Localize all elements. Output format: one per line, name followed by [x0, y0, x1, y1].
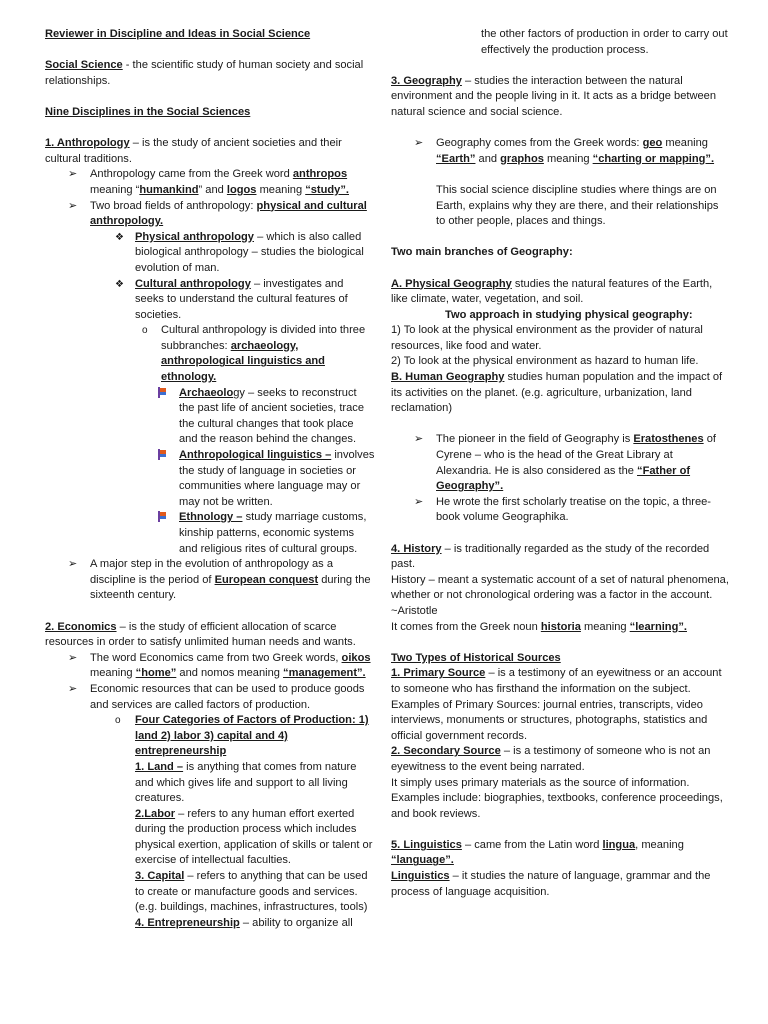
nine-disciplines-heading: Nine Disciplines in the Social Sciences	[45, 105, 251, 118]
approach-heading: Two approach in studying physical geography:	[445, 308, 693, 321]
list-item: ➢ Anthropology came from the Greek word anthropos meaning “humankind” and logos meaning “study”.	[68, 168, 349, 196]
arrow-bullet-icon: ➢	[414, 495, 424, 508]
diamond-bullet-icon: ❖	[115, 231, 124, 243]
list-item: ➢ Geography comes from the Greek words: geo meaning “Earth” and graphos meaning “charting or mapping”.	[414, 137, 715, 165]
approach-two: 2) To look at the physical environment as hazard to human life.	[391, 355, 699, 368]
list-item: ➢ Two broad fields of anthropology: physical and cultural anthropology.	[68, 199, 367, 228]
flag-bullet-icon	[157, 510, 166, 527]
flag-bullet-icon	[157, 386, 166, 403]
right-column	[391, 27, 729, 900]
arrow-bullet-icon: ➢	[68, 651, 78, 664]
geography-definition: 3. Geography – studies the interaction between the natural environment and the people living in it. It acts as a bridge between natural science and social science.	[391, 74, 717, 118]
linguistics-description: Linguistics – it studies the nature of language, grammar and the process of language acquisition.	[391, 870, 711, 898]
arrow-bullet-icon: ➢	[414, 137, 424, 150]
list-item: ➢ Economic resources that can be used to produce goods and services are called factors of production.	[68, 682, 365, 711]
list-item: o Four Categories of Factors of Production: 1) land 2) labor 3) capital and 4) entrepreneurship	[115, 714, 369, 758]
arrow-bullet-icon: ➢	[68, 168, 78, 181]
factor-land: 1. Land – is anything that comes from nature and which gives life and support to all living creatures.	[135, 760, 357, 805]
factor-capital: 3. Capital – refers to anything that can be used to create or manufacture goods and services. (e.g. buildings, machines, infrastructures, tools)	[135, 870, 368, 914]
human-geography: B. Human Geography studies human population and the impact of its activities on the planet. (e.g. agriculture, urbanization, land reclamation)	[391, 371, 723, 415]
diamond-bullet-icon: ❖	[115, 278, 124, 290]
secondary-source-examples: It simply uses primary materials as the source of information. Examples include: biographies, textbooks, conference proceedings, and book reviews.	[391, 776, 723, 820]
list-item: ➢ The word Economics came from two Greek words, oikos meaning “home” and nomos meaning “management”.	[68, 651, 371, 680]
social-science-definition: Social Science - the scientific study of human society and social relationships.	[45, 59, 364, 87]
entrepreneurship-continued: the other factors of production in order to carry out effectively the production process.	[481, 28, 728, 56]
physical-geography: A. Physical Geography studies the natural features of the Earth, like climate, water, vegetation, and soil.	[391, 277, 713, 306]
primary-source: 1. Primary Source – is a testimony of an eyewitness or an account to someone who has firsthand the information on the subject.	[391, 667, 722, 695]
geography-branches-heading: Two main branches of Geography:	[391, 246, 573, 259]
factor-entrepreneurship: 4. Entrepreneurship – ability to organize all	[135, 916, 353, 929]
arrow-bullet-icon: ➢	[68, 558, 78, 571]
secondary-source: 2. Secondary Source – is a testimony of someone who is not an eyewitness to the event being narrated.	[391, 745, 711, 773]
list-item: ➢ A major step in the evolution of anthropology as a discipline is the period of European conquest during the sixteenth century.	[68, 558, 371, 602]
economics-definition: 2. Economics – is the study of efficient allocation of scarce resources in order to satisfy unlimited human needs and wants.	[45, 620, 356, 649]
list-item: ❖ Cultural anthropology – investigates and seeks to understand the cultural features of societies.	[115, 277, 348, 321]
history-origin: It comes from the Greek noun historia meaning “learning”.	[391, 620, 687, 633]
list-item: ❖ Physical anthropology – which is also called biological anthropology – studies the biological evolution of man.	[115, 230, 364, 274]
list-item: o Cultural anthropology is divided into three subbranches: archaeology, anthropological linguistics and ethnology.	[142, 324, 366, 384]
list-item: ➢ He wrote the first scholarly treatise on the topic, a three-book volume Geographika.	[414, 495, 712, 524]
history-aristotle-quote: History – meant a systematic account of a set of natural phenomena, whether or not chronological ordering was a factor in the account.	[391, 573, 729, 602]
history-definition: 4. History – is traditionally regarded as the study of the recorded past.	[391, 542, 710, 571]
list-item: Ethnology – study marriage customs, kinship patterns, economic systems and religious rites of cultural groups.	[45, 510, 375, 557]
linguistics-definition: 5. Linguistics – came from the Latin word lingua, meaning “language”.	[391, 838, 684, 867]
factor-labor: 2.Labor – refers to any human effort exerted during the production process which includes physical exertion, application of skills or talent or exercise of intellectual faculties.	[135, 807, 373, 867]
circle-bullet-icon: o	[115, 715, 121, 727]
document-title: Reviewer in Discipline and Ideas in Social Science	[45, 28, 311, 40]
primary-source-examples: Examples of Primary Sources: journal entries, transcripts, video interviews, monuments or structures, photographs, statistics and official government records.	[391, 698, 708, 742]
left-column	[45, 27, 375, 931]
list-item: Archaeology – seeks to reconstruct the past life of ancient societies, trace the cultural changes that took place and the reason behind the changes.	[45, 386, 375, 448]
geography-paragraph: This social science discipline studies where things are on Earth, explains why they are there, and their relationships to other people, places and things.	[436, 183, 719, 228]
arrow-bullet-icon: ➢	[414, 433, 424, 446]
arrow-bullet-icon: ➢	[68, 682, 78, 695]
list-item: ➢ The pioneer in the field of Geography is Eratosthenes of Cyrene – who is the head of the Great Library at Alexandria. He is also considered as the “Father of Geography”.	[414, 433, 716, 493]
circle-bullet-icon: o	[142, 325, 148, 337]
anthropology-definition: 1. Anthropology – is the study of ancient societies and their cultural traditions.	[45, 137, 342, 165]
historical-sources-heading: Two Types of Historical Sources	[391, 651, 561, 664]
history-attribution: ~Aristotle	[391, 604, 438, 617]
arrow-bullet-icon: ➢	[68, 199, 78, 212]
list-item: Anthropological linguistics – involves the study of language in societies or communities where language may or may not be written.	[45, 448, 375, 510]
approach-one: 1) To look at the physical environment as the provider of natural resources, like food and water.	[391, 324, 703, 352]
flag-bullet-icon	[157, 448, 166, 465]
